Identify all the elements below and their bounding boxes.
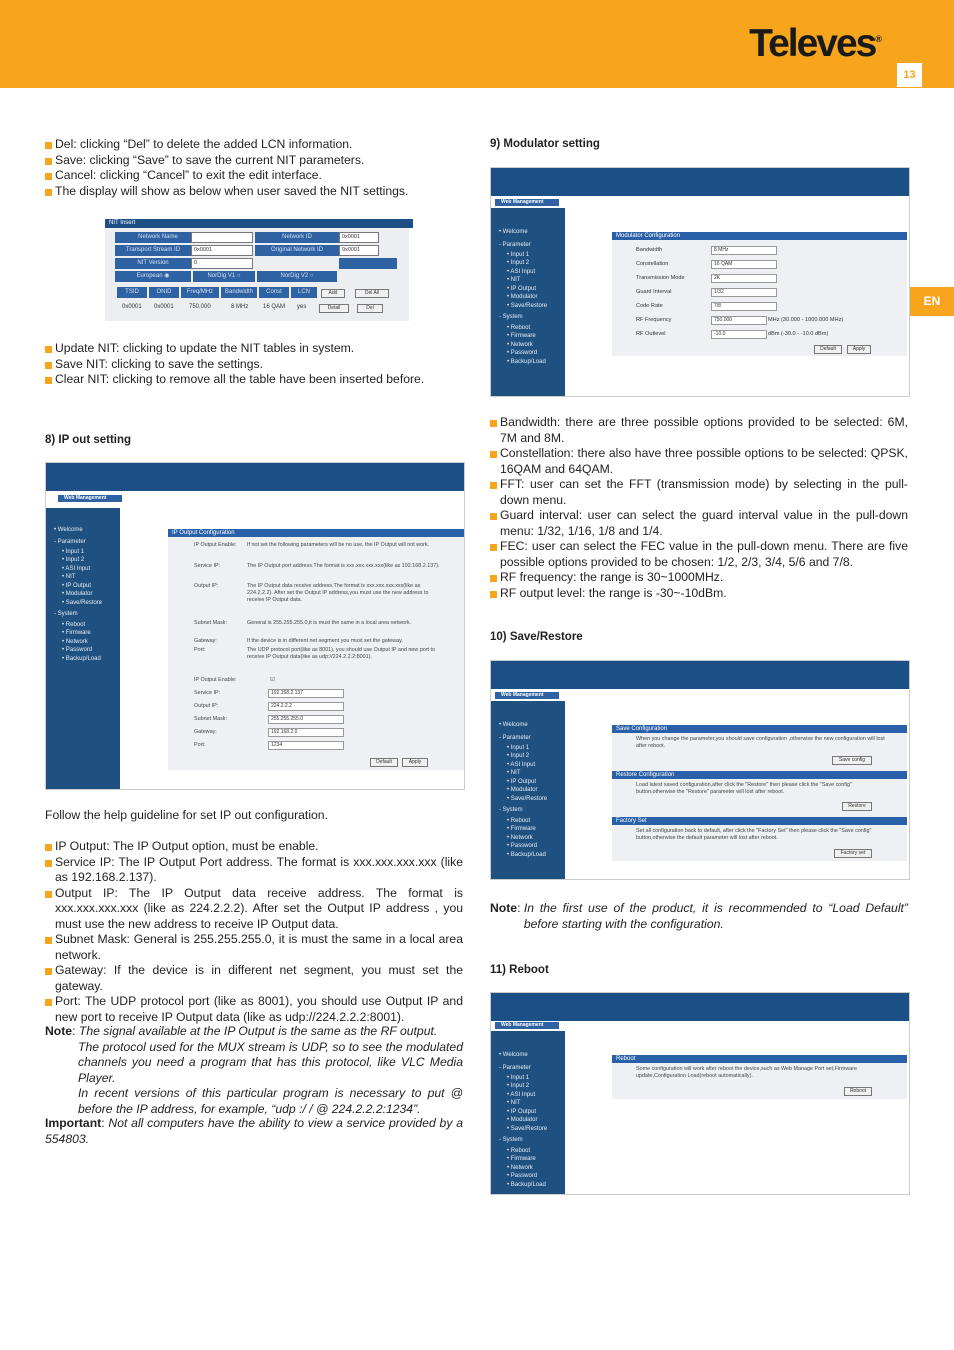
list-item: Guard interval: user can select the guard interval value in the pull-down menu: 1/32, 1/16, 1/8 and 1/4. — [490, 508, 908, 539]
web-sidebar — [491, 208, 565, 396]
menu-nit[interactable]: • NIT — [507, 770, 521, 776]
menu-network[interactable]: • Network — [507, 342, 533, 348]
list-item: Output IP: The IP Output data receive address. The format is xxx.xxx.xxx.xxx (like as 224.2.2.2). After set the Output IP address , you must use the new address to receive IP Output data. — [45, 886, 463, 933]
menu-nit[interactable]: • NIT — [507, 277, 521, 283]
subnet-mask-input[interactable]: 255.255.255.0 — [268, 715, 344, 724]
web-sidebar — [491, 1031, 565, 1194]
list-item: Service IP: The IP Output Port address. The format is xxx.xxx.xxx.xxx (like as 192.168.2.137). — [45, 855, 463, 886]
network-name-input[interactable] — [191, 232, 253, 243]
cell-const: 16 QAM — [263, 304, 286, 310]
menu-modulator[interactable]: • Modulator — [507, 1117, 538, 1123]
factory-set-title: Factory Set — [612, 817, 907, 825]
help-label: Service IP: — [194, 563, 221, 569]
cell-tsid: 0x0001 — [122, 304, 142, 310]
menu-password[interactable]: • Password — [507, 350, 538, 356]
help-label: Gateway: — [194, 638, 217, 644]
menu-asi[interactable]: • ASI Input — [507, 762, 536, 768]
bandwidth-label: Bandwidth — [636, 247, 663, 253]
panel-title: IP Output Configuration — [168, 529, 464, 537]
help-text: The IP Output port address.The format is xxx.xxx.xxx.xxx(like as 192.168.2.137). — [247, 563, 440, 569]
web-management-tab[interactable]: Web Management — [495, 199, 559, 206]
help-label: Port: — [194, 647, 206, 653]
menu-input1[interactable]: • Input 1 — [507, 745, 530, 751]
reboot-button[interactable]: Reboot — [844, 1087, 872, 1096]
reboot-screenshot — [490, 992, 910, 1195]
rf-frequency-input[interactable]: 750.000 — [711, 316, 767, 325]
modulator-panel — [612, 232, 907, 356]
restore-config-title: Restore Configuration — [612, 771, 907, 779]
field-label: Service IP: — [194, 690, 221, 696]
reboot-panel — [612, 1055, 907, 1099]
field-label: Gateway: — [194, 729, 217, 735]
web-sidebar — [491, 701, 565, 879]
menu-input2[interactable]: • Input 2 — [507, 1083, 530, 1089]
logo-text: Televes — [749, 22, 876, 65]
cell-bandwidth: 8 MHz — [231, 304, 249, 310]
nit-insert-title: NIT Insert — [105, 219, 413, 228]
default-button[interactable]: Default — [370, 758, 398, 767]
menu-system[interactable]: - System — [499, 314, 523, 320]
menu-ip-output[interactable]: • IP Output — [62, 583, 92, 589]
ip-output-screenshot — [45, 462, 465, 790]
guard-interval-select[interactable]: 1/32 — [711, 288, 777, 297]
help-text: General is 255.255.255.0,it is must the same in a local area network. — [247, 620, 411, 626]
constellation-select[interactable]: 16 QAM — [711, 260, 777, 269]
logo-reg: ® — [875, 34, 882, 44]
menu-parameter[interactable]: - Parameter — [499, 735, 531, 741]
apply-button[interactable]: Apply — [402, 758, 428, 767]
menu-system[interactable]: - System — [499, 807, 523, 813]
menu-save-restore[interactable]: • Save/Restore — [507, 1126, 548, 1132]
menu-password[interactable]: • Password — [507, 1173, 538, 1179]
menu-input1[interactable]: • Input 1 — [62, 549, 85, 555]
list-item: RF output level: the range is -30~-10dBm. — [490, 586, 908, 602]
menu-firmware[interactable]: • Firmware — [507, 1156, 536, 1162]
help-text: The UDP protocol port(like as 8001), you should use Output IP and new port to receive IP Output data(like as udp://224.2.2.2:8001). — [247, 647, 435, 660]
list-item: Bandwidth: there are three possible options provided to be selected: 6M, 7M and 8M. — [490, 415, 908, 446]
detail-button[interactable]: Detail — [319, 304, 349, 313]
col-const: Const — [259, 287, 289, 298]
del-button[interactable]: Del — [357, 304, 383, 313]
menu-welcome[interactable]: • Welcome — [499, 722, 528, 728]
field-label: Output IP: — [194, 703, 219, 709]
panel-title: Modulator Configuration — [612, 232, 907, 240]
output-ip-input[interactable]: 224.2.2.2 — [268, 702, 344, 711]
list-item: The display will show as below when user saved the NIT settings. — [45, 184, 463, 200]
menu-system[interactable]: - System — [499, 1137, 523, 1143]
network-id-input[interactable]: 0x0001 — [339, 232, 379, 243]
menu-reboot[interactable]: • Reboot — [62, 622, 86, 628]
field-label: IP Output Enable: — [194, 677, 237, 683]
ts-id-input[interactable]: 0x0001 — [191, 245, 253, 256]
help-label: Subnet Mask: — [194, 620, 227, 626]
section-11-heading: 11) Reboot — [490, 964, 549, 976]
important-note: Important: Not all computers have the ability to view a service provided by a 554803. — [45, 1116, 463, 1146]
ip-output-enable-checkbox[interactable]: ☑ — [270, 677, 275, 683]
factory-set-text: Set all configuration back to default, after click the "Factory Set" then please click the "Save config" button,otherwise the default parameter will lost after reboot. — [636, 828, 872, 841]
section-8-heading: 8) IP out setting — [45, 434, 132, 446]
network-name-label: Network Name — [115, 232, 201, 243]
list-item: FFT: user can set the FFT (transmission mode) by selecting in the pull-down menu. — [490, 477, 908, 508]
save-config-text: When you change the parameter,you should save configuration ,otherwise the new configuration will lost after reboot. — [636, 736, 885, 749]
nit-bullets-2 — [45, 341, 463, 388]
menu-network[interactable]: • Network — [507, 1165, 533, 1171]
blank-cell — [339, 258, 397, 269]
list-item: Save: clicking “Save” to save the current NIT parameters. — [45, 153, 463, 169]
nordig2-radio[interactable]: NorDig V2 ○ — [257, 271, 337, 282]
web-management-tab[interactable]: Web Management — [495, 692, 559, 699]
menu-input2[interactable]: • Input 2 — [62, 557, 85, 563]
del-all-button[interactable]: Del All — [355, 289, 389, 298]
menu-parameter[interactable]: - Parameter — [499, 242, 531, 248]
save-config-button[interactable]: Save config — [832, 756, 872, 765]
page-number: 13 — [897, 63, 922, 87]
rf-outlevel-hint: dBm (-30.0 - -10.0 dBm) — [768, 331, 829, 337]
list-item: Clear NIT: clicking to remove all the table have been inserted before. — [45, 372, 463, 388]
menu-firmware[interactable]: • Firmware — [62, 630, 91, 636]
cell-lcn: yes — [297, 304, 307, 310]
port-input[interactable]: 1234 — [268, 741, 344, 750]
transmission-mode-label: Transmission Mode — [636, 275, 685, 281]
restore-button[interactable]: Restore — [842, 802, 872, 811]
menu-nit[interactable]: • NIT — [62, 574, 76, 580]
web-sidebar — [46, 508, 120, 789]
web-banner — [491, 168, 909, 196]
restore-config-text: Load latest saved configuration,after click the "Restore" then please click the "Save config" button,otherwise the "Restore" parameter will lost after reboot. — [636, 782, 852, 795]
rf-frequency-hint: MHz (30.000 - 1000.000 MHz) — [768, 317, 844, 323]
list-item: RF frequency: the range is 30~1000MHz. — [490, 570, 908, 586]
menu-nit[interactable]: • NIT — [507, 1100, 521, 1106]
menu-reboot[interactable]: • Reboot — [507, 1148, 531, 1154]
service-ip-input[interactable]: 192.168.2.137 — [268, 689, 344, 698]
menu-backup-load[interactable]: • Backup/Load — [62, 656, 101, 662]
save-restore-panel — [612, 725, 907, 861]
list-item: Subnet Mask: General is 255.255.255.0, it is must the same in a local area network. — [45, 932, 463, 963]
ts-id-label: Transport Stream ID — [115, 245, 191, 256]
european-radio[interactable]: European ◉ — [115, 271, 191, 282]
default-button[interactable]: Default — [814, 345, 842, 354]
col-tsid: TSID — [117, 287, 147, 298]
rf-frequency-label: RF Frequency — [636, 317, 672, 323]
menu-backup-load[interactable]: • Backup/Load — [507, 1182, 546, 1188]
onid-input[interactable]: 0x0001 — [339, 245, 379, 256]
modulator-screenshot — [490, 167, 910, 397]
help-text: If the device is in different net segment you must set the gateway. — [247, 638, 403, 644]
modulator-bullets — [490, 415, 908, 601]
menu-network[interactable]: • Network — [507, 835, 533, 841]
list-item: Constellation: there also have three possible options to be selected: QPSK, 16QAM and 64QAM. — [490, 446, 908, 477]
nit-version-label: NIT Version — [115, 258, 191, 269]
list-item: FEC: user can select the FEC value in the pull-down menu. There are five possible options provided to be chosen: 1/2, 2/3, 3/4, 5/6 and 7/8. — [490, 539, 908, 570]
list-item: Save NIT: clicking to save the settings. — [45, 357, 463, 373]
constellation-label: Constellation — [636, 261, 669, 267]
transmission-mode-select[interactable]: 2K — [711, 274, 777, 283]
guard-interval-label: Guard Interval — [636, 289, 672, 295]
menu-input1[interactable]: • Input 1 — [507, 252, 530, 258]
apply-button[interactable]: Apply — [847, 345, 871, 354]
code-rate-select[interactable]: 7/8 — [711, 302, 777, 311]
save-config-title: Save Configuration — [612, 725, 907, 733]
gateway-input[interactable]: 192.168.2.0 — [268, 728, 344, 737]
follow-text: Follow the help guideline for set IP out configuration. — [45, 808, 328, 822]
field-label: Subnet Mask: — [194, 716, 227, 722]
menu-network[interactable]: • Network — [62, 639, 88, 645]
col-freq: Freq/MHz — [181, 287, 219, 298]
menu-reboot[interactable]: • Reboot — [507, 818, 531, 824]
menu-reboot[interactable]: • Reboot — [507, 325, 531, 331]
menu-backup-load[interactable]: • Backup/Load — [507, 359, 546, 365]
onid-label: Original Network ID — [255, 245, 339, 256]
web-banner — [491, 661, 909, 689]
menu-save-restore[interactable]: • Save/Restore — [62, 600, 103, 606]
col-onid: ONID — [149, 287, 179, 298]
menu-parameter[interactable]: - Parameter — [499, 1065, 531, 1071]
section-9-heading: 9) Modulator setting — [490, 138, 600, 150]
list-item: Port: The UDP protocol port (like as 8001), you should use Output IP and new port to receive IP Output data (like as udp://224.2.2.2:8001). — [45, 994, 463, 1025]
menu-backup-load[interactable]: • Backup/Load — [507, 852, 546, 858]
network-id-label: Network ID — [255, 232, 339, 243]
bandwidth-select[interactable]: 8 MHz — [711, 246, 777, 255]
televes-logo — [749, 22, 882, 66]
list-item: IP Output: The IP Output option, must be enable. — [45, 839, 463, 855]
menu-firmware[interactable]: • Firmware — [507, 333, 536, 339]
factory-set-button[interactable]: Factory set — [834, 849, 872, 858]
menu-password[interactable]: • Password — [62, 647, 93, 653]
menu-asi[interactable]: • ASI Input — [507, 269, 536, 275]
ip-output-panel — [168, 529, 464, 770]
menu-welcome[interactable]: • Welcome — [499, 1052, 528, 1058]
menu-firmware[interactable]: • Firmware — [507, 826, 536, 832]
menu-asi[interactable]: • ASI Input — [62, 566, 91, 572]
menu-modulator[interactable]: • Modulator — [62, 591, 93, 597]
nit-version-input[interactable]: 0 — [191, 258, 253, 269]
menu-welcome[interactable]: • Welcome — [499, 229, 528, 235]
menu-ip-output[interactable]: • IP Output — [507, 779, 537, 785]
help-text: The IP Output data receive address.The format is xxx.xxx.xxx.xxx(like as 224.2.2.2). After set the Output IP address,you must use the new address to receive IP Output data. — [247, 583, 429, 603]
web-management-tab[interactable]: Web Management — [58, 495, 122, 502]
reboot-title: Reboot — [612, 1055, 907, 1063]
save-note: Note: In the first use of the product, it is recommended to “Load Default” before starting with the configuration. — [490, 901, 908, 931]
col-bandwidth: Bandwidth — [221, 287, 257, 298]
help-text: If not set the following parameters will be no use, the IP Output will not work. — [247, 542, 430, 548]
list-item: Del: clicking “Del” to delete the added LCN information. — [45, 137, 463, 153]
menu-ip-output[interactable]: • IP Output — [507, 1109, 537, 1115]
col-lcn: LCN — [291, 287, 317, 298]
nordig1-radio[interactable]: NorDig V1 ○ — [193, 271, 255, 282]
rf-outlevel-label: RF Outlevel — [636, 331, 666, 337]
web-banner — [491, 993, 909, 1021]
web-banner — [46, 463, 464, 491]
menu-password[interactable]: • Password — [507, 843, 538, 849]
language-tab: EN — [910, 287, 954, 316]
menu-asi[interactable]: • ASI Input — [507, 1092, 536, 1098]
field-label: Port: — [194, 742, 206, 748]
menu-modulator[interactable]: • Modulator — [507, 787, 538, 793]
ip-note: Note: The signal available at the IP Output is the same as the RF output. The protocol used for the MUX stream is UDP, so to see the modulated channels you need a program that has this protocol, like VLC Media Player. In recent versions of this particular program is necessary to put @ before the IP address, for example, “udp :/ / @ 224.2.2.2:1234”. — [45, 1024, 463, 1116]
menu-ip-output[interactable]: • IP Output — [507, 286, 537, 292]
web-management-tab[interactable]: Web Management — [495, 1022, 559, 1029]
menu-input2[interactable]: • Input 2 — [507, 753, 530, 759]
cell-freq: 750.000 — [189, 304, 211, 310]
cell-onid: 0x0001 — [154, 304, 174, 310]
menu-system[interactable]: - System — [54, 611, 78, 617]
code-rate-label: Code Rate — [636, 303, 663, 309]
menu-input2[interactable]: • Input 2 — [507, 260, 530, 266]
rf-outlevel-input[interactable]: -10.0 — [711, 330, 767, 339]
nit-bullets — [45, 137, 463, 199]
menu-welcome[interactable]: • Welcome — [54, 527, 83, 533]
menu-modulator[interactable]: • Modulator — [507, 294, 538, 300]
nit-insert-screenshot — [105, 219, 409, 321]
menu-save-restore[interactable]: • Save/Restore — [507, 303, 548, 309]
menu-parameter[interactable]: - Parameter — [54, 539, 86, 545]
menu-save-restore[interactable]: • Save/Restore — [507, 796, 548, 802]
list-item: Update NIT: clicking to update the NIT tables in system. — [45, 341, 463, 357]
list-item: Gateway: If the device is in different net segment, you must set the gateway. — [45, 963, 463, 994]
menu-input1[interactable]: • Input 1 — [507, 1075, 530, 1081]
add-button[interactable]: Add — [321, 289, 345, 298]
help-label: IP Output Enable: — [194, 542, 237, 548]
help-label: Output IP: — [194, 583, 219, 589]
reboot-text: Some configuration will work after reboot the device,such as Web Manage Port set,Firmware update,Configuration Load(reboot automatically). — [636, 1066, 858, 1079]
list-item: Cancel: clicking “Cancel” to exit the edit interface. — [45, 168, 463, 184]
save-restore-screenshot — [490, 660, 910, 880]
section-10-heading: 10) Save/Restore — [490, 631, 583, 643]
ip-bullets — [45, 839, 463, 1025]
